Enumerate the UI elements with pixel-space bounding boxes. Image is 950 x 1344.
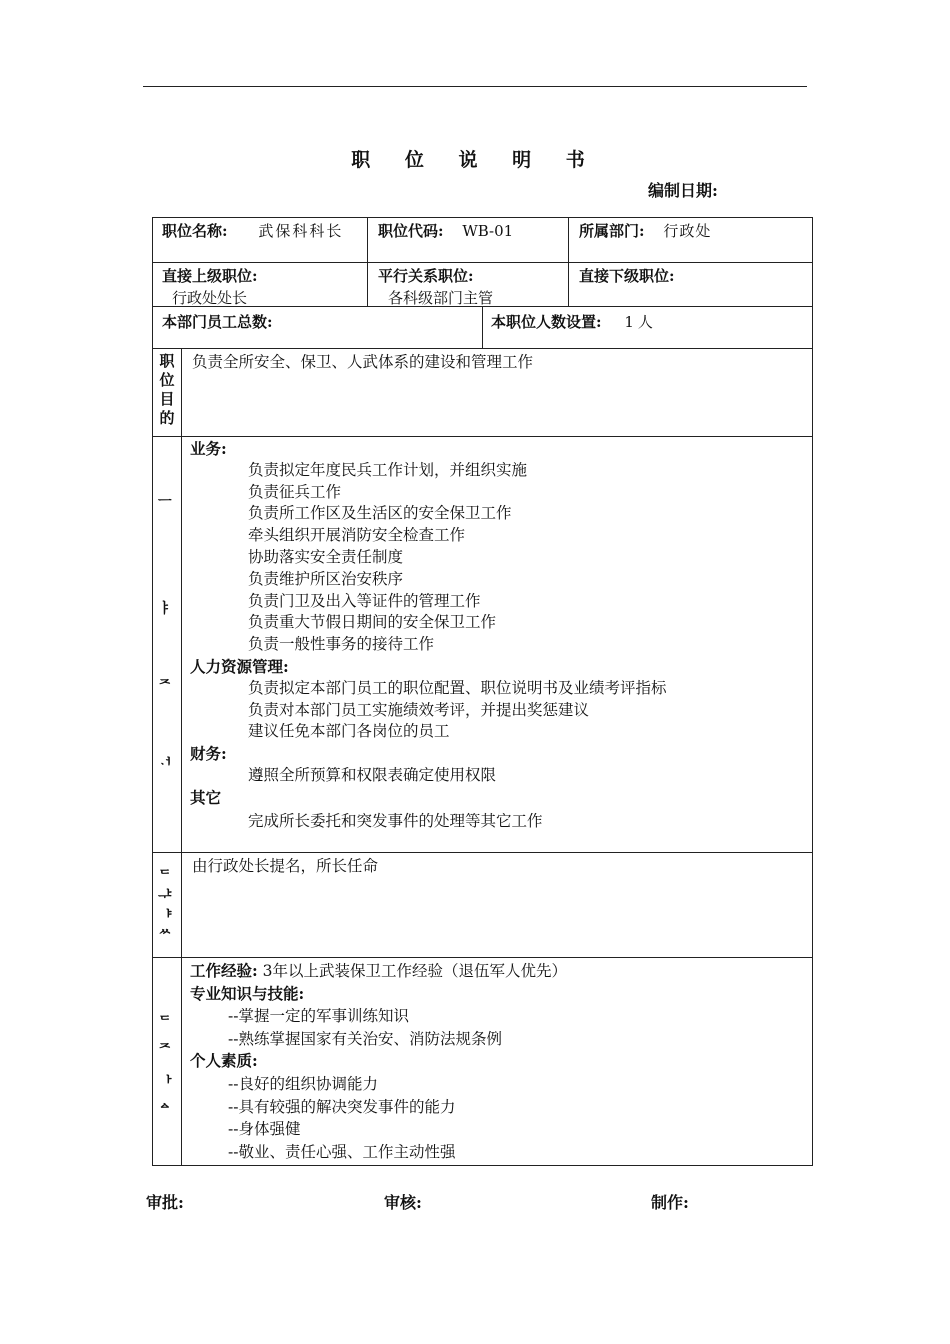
hr-item: 建议任免本部门各岗位的员工 <box>248 722 450 741</box>
superior-value: 行政处处长 <box>172 289 248 307</box>
position-name-label: 职位名称: <box>162 222 228 240</box>
appointment-side-fragment-2: ᅷ <box>158 889 172 905</box>
business-item: 负责所工作区及生活区的安全保卫工作 <box>248 504 512 523</box>
table-border-bottom <box>152 1165 813 1166</box>
business-item: 负责门卫及出入等证件的管理工作 <box>248 591 481 610</box>
qualification-side-fragment-4: ᅀ <box>158 1103 172 1119</box>
purpose-side-char: 目 <box>159 390 175 408</box>
parallel-value: 各科级部门主管 <box>388 289 494 307</box>
personal-label: 个人素质: <box>190 1051 258 1071</box>
finance-item: 遵照全所预算和权限表确定使用权限 <box>248 765 497 784</box>
total-staff-cell <box>162 311 477 333</box>
other-label: 其它 <box>190 787 222 807</box>
review-label: 审核: <box>384 1193 422 1212</box>
purpose-side-label <box>153 352 181 428</box>
position-name-value: 武保科科长 <box>258 222 344 240</box>
appointment-side-fragment-3: ᅣ <box>158 909 172 925</box>
table-rule-col-mid <box>482 306 483 348</box>
department-cell <box>579 220 809 242</box>
header-rule <box>143 86 807 87</box>
business-item: 负责维护所区治安秩序 <box>248 569 404 588</box>
personal-item: --具有较强的解决突发事件的能力 <box>228 1097 456 1116</box>
position-name-cell <box>162 220 362 242</box>
appointment-side-fragment-4: ᄊ <box>158 929 172 945</box>
skills-item: --掌握一定的军事训练知识 <box>228 1007 409 1026</box>
business-item: 负责拟定年度民兵工作计划，并组织实施 <box>248 460 528 479</box>
experience-label: 工作经验: <box>190 961 258 980</box>
hr-label: 人力资源管理: <box>190 656 289 676</box>
position-code-label: 职位代码: <box>378 222 444 240</box>
superior-label: 直接上级职位: <box>162 267 258 285</box>
personal-item: --敬业、责任心强、工作主动性强 <box>228 1142 456 1161</box>
date-label: 编制日期: <box>648 181 718 200</box>
qualification-side-fragment-2: ᄌ <box>158 1043 172 1059</box>
superior-cell <box>162 265 362 309</box>
purpose-side-char: 位 <box>159 371 175 389</box>
purpose-side-char: 的 <box>159 409 175 427</box>
table-border-top <box>152 217 813 218</box>
department-label: 所属部门: <box>579 222 645 240</box>
headcount-cell <box>491 311 809 333</box>
duties-content <box>190 438 805 832</box>
appointment-side-fragment-1: ᄃ <box>158 869 172 885</box>
personal-item: --良好的组织协调能力 <box>228 1074 378 1093</box>
prepare-label: 制作: <box>651 1193 689 1212</box>
table-rule-side <box>181 348 182 1165</box>
table-rule-purpose <box>152 436 813 437</box>
business-item: 协助落实安全责任制度 <box>248 547 404 566</box>
business-label: 业务: <box>190 439 227 458</box>
position-code-value: WB-01 <box>462 222 514 240</box>
table-rule-col2 <box>568 217 569 306</box>
other-item: 完成所长委托和突发事件的处理等其它工作 <box>248 811 543 830</box>
subordinate-label: 直接下级职位: <box>579 267 675 285</box>
skills-item: --熟练掌握国家有关治安、消防法规条例 <box>228 1029 502 1048</box>
hr-item: 负责拟定本部门员工的职位配置、职位说明书及业绩考评指标 <box>248 678 667 697</box>
business-item: 负责征兵工作 <box>248 482 342 501</box>
table-rule-duties <box>152 852 813 853</box>
experience-value: 3年以上武装保卫工作经验（退伍军人优先） <box>262 962 568 980</box>
table-rule-row1 <box>152 262 813 263</box>
hr-item: 负责对本部门员工实施绩效考评，并提出奖惩建议 <box>248 700 590 719</box>
headcount-value: 1人 <box>624 313 657 331</box>
appointment-text: 由行政处长提名，所长任命 <box>192 857 379 875</box>
subordinate-cell <box>579 265 809 287</box>
duties-side-fragment-3: ᄌ <box>158 679 172 695</box>
position-code-cell <box>378 220 563 242</box>
duties-side-fragment-4: ᆟ <box>158 757 172 773</box>
purpose-text: 负责全所安全、保卫、人武体系的建设和管理工作 <box>192 353 534 371</box>
qualification-side-fragment-1: ᄃ <box>158 1015 172 1031</box>
business-item: 负责一般性事务的接待工作 <box>248 635 435 654</box>
duties-side-fragment-1: ᅳ <box>158 493 172 509</box>
qualification-content <box>190 960 805 1163</box>
document-title: 职 位 说 明 书 <box>351 149 599 171</box>
table-rule-appointment <box>152 957 813 958</box>
duties-side-fragment-2: ㅑ <box>158 601 172 617</box>
skills-label: 专业知识与技能: <box>190 983 305 1003</box>
parallel-label: 平行关系职位: <box>378 267 474 285</box>
business-item: 牵头组织开展消防安全检查工作 <box>248 526 466 545</box>
qualification-side-fragment-3: ᅡ <box>158 1075 172 1091</box>
personal-item: --身体强健 <box>228 1120 301 1139</box>
purpose-side-char: 职 <box>159 352 175 370</box>
purpose-side-text <box>153 352 181 428</box>
table-rule-row3 <box>152 348 813 349</box>
table-border-right <box>812 217 813 1165</box>
parallel-cell <box>378 265 563 309</box>
total-staff-label: 本部门员工总数: <box>162 313 273 331</box>
headcount-label: 本职位人数设置: <box>491 313 602 331</box>
department-value: 行政处 <box>663 222 712 240</box>
finance-label: 财务: <box>190 744 227 764</box>
approve-label: 审批: <box>146 1193 184 1212</box>
table-rule-col1 <box>367 217 368 306</box>
business-item: 负责重大节假日期间的安全保卫工作 <box>248 613 497 632</box>
